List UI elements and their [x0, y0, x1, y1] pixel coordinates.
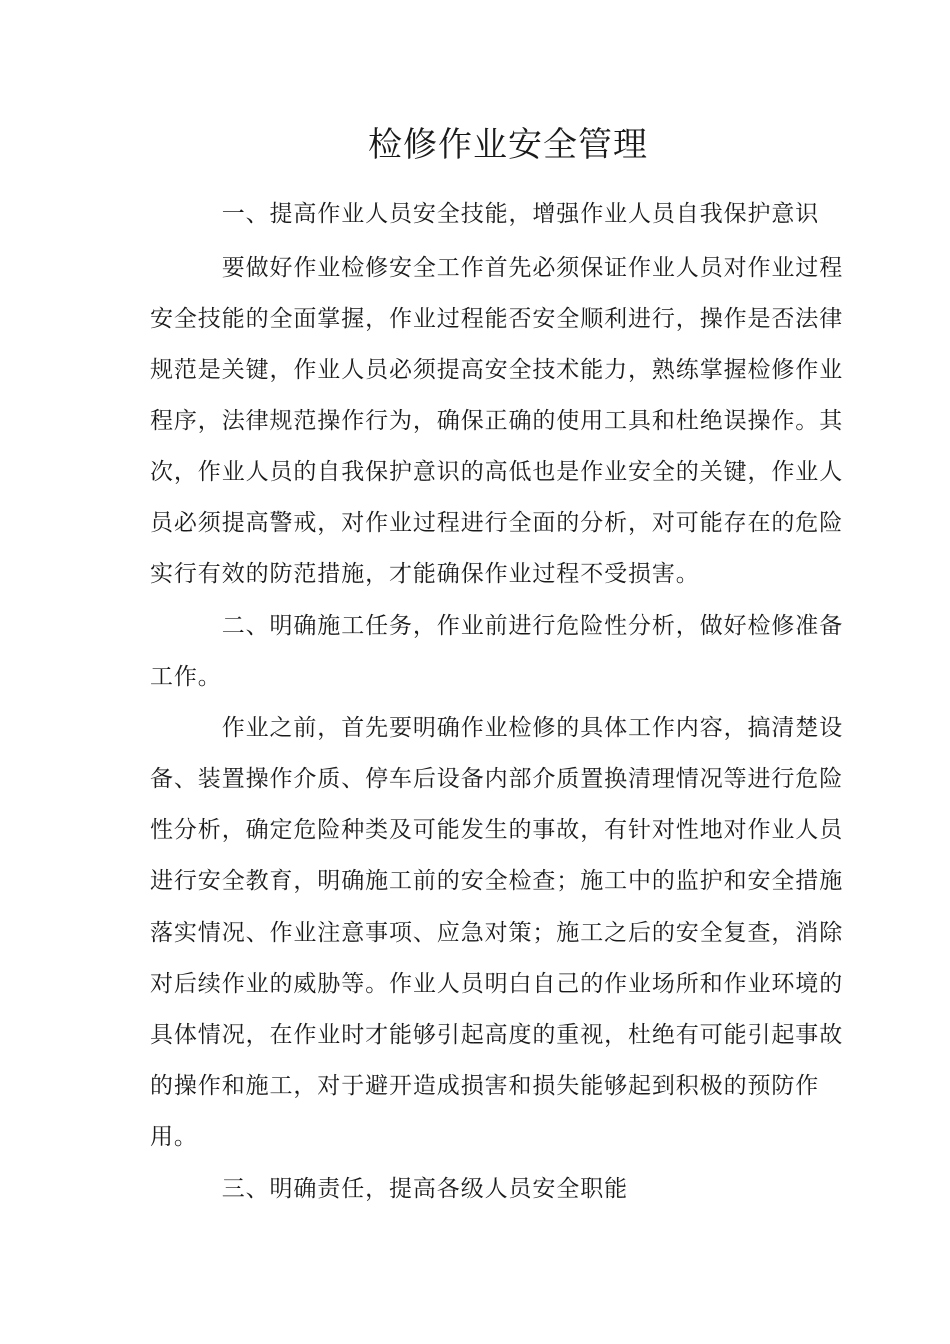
paragraph-line: 落实情况、作业注意事项、应急对策；施工之后的安全复查，消除: [150, 920, 844, 946]
paragraph-line: 次，作业人员的自我保护意识的高低也是作业安全的关键，作业人: [150, 459, 844, 485]
paragraph-line: 实行有效的防范措施，才能确保作业过程不受损害。: [150, 561, 700, 587]
paragraph-line: 对后续作业的威胁等。作业人员明白自己的作业场所和作业环境的: [150, 971, 844, 997]
paragraph-line: 程序，法律规范操作行为，确保正确的使用工具和杜绝误操作。其: [150, 408, 844, 434]
paragraph-line: 用。: [150, 1124, 198, 1150]
paragraph-line: 进行安全教育，明确施工前的安全检查；施工中的监护和安全措施: [150, 868, 844, 894]
paragraph-line: 规范是关键，作业人员必须提高安全技术能力，熟练掌握检修作业: [150, 357, 844, 383]
heading-2-continued: 工作。: [150, 664, 222, 690]
paragraph-line: 性分析，确定危险种类及可能发生的事故，有针对性地对作业人员: [150, 817, 844, 843]
paragraph-line: 员必须提高警戒，对作业过程进行全面的分析，对可能存在的危险: [150, 510, 844, 536]
heading-1: 一、提高作业人员安全技能，增强作业人员自我保护意识: [150, 201, 820, 227]
paragraph-line: 备、装置操作介质、停车后设备内部介质置换清理情况等进行危险: [150, 766, 844, 792]
heading-2: 二、明确施工任务，作业前进行危险性分析，做好检修准备: [150, 613, 844, 639]
heading-3: 三、明确责任，提高各级人员安全职能: [150, 1176, 628, 1202]
paragraph-line: 具体情况，在作业时才能够引起高度的重视，杜绝有可能引起事故: [150, 1022, 844, 1048]
paragraph-line: 要做好作业检修安全工作首先必须保证作业人员对作业过程: [150, 255, 844, 281]
document-title: 检修作业安全管理: [368, 125, 648, 165]
paragraph-line: 安全技能的全面掌握，作业过程能否安全顺利进行，操作是否法律: [150, 306, 844, 332]
paragraph-line: 作业之前，首先要明确作业检修的具体工作内容，搞清楚设: [150, 715, 844, 741]
paragraph-line: 的操作和施工，对于避开造成损害和损失能够起到积极的预防作: [150, 1073, 820, 1099]
